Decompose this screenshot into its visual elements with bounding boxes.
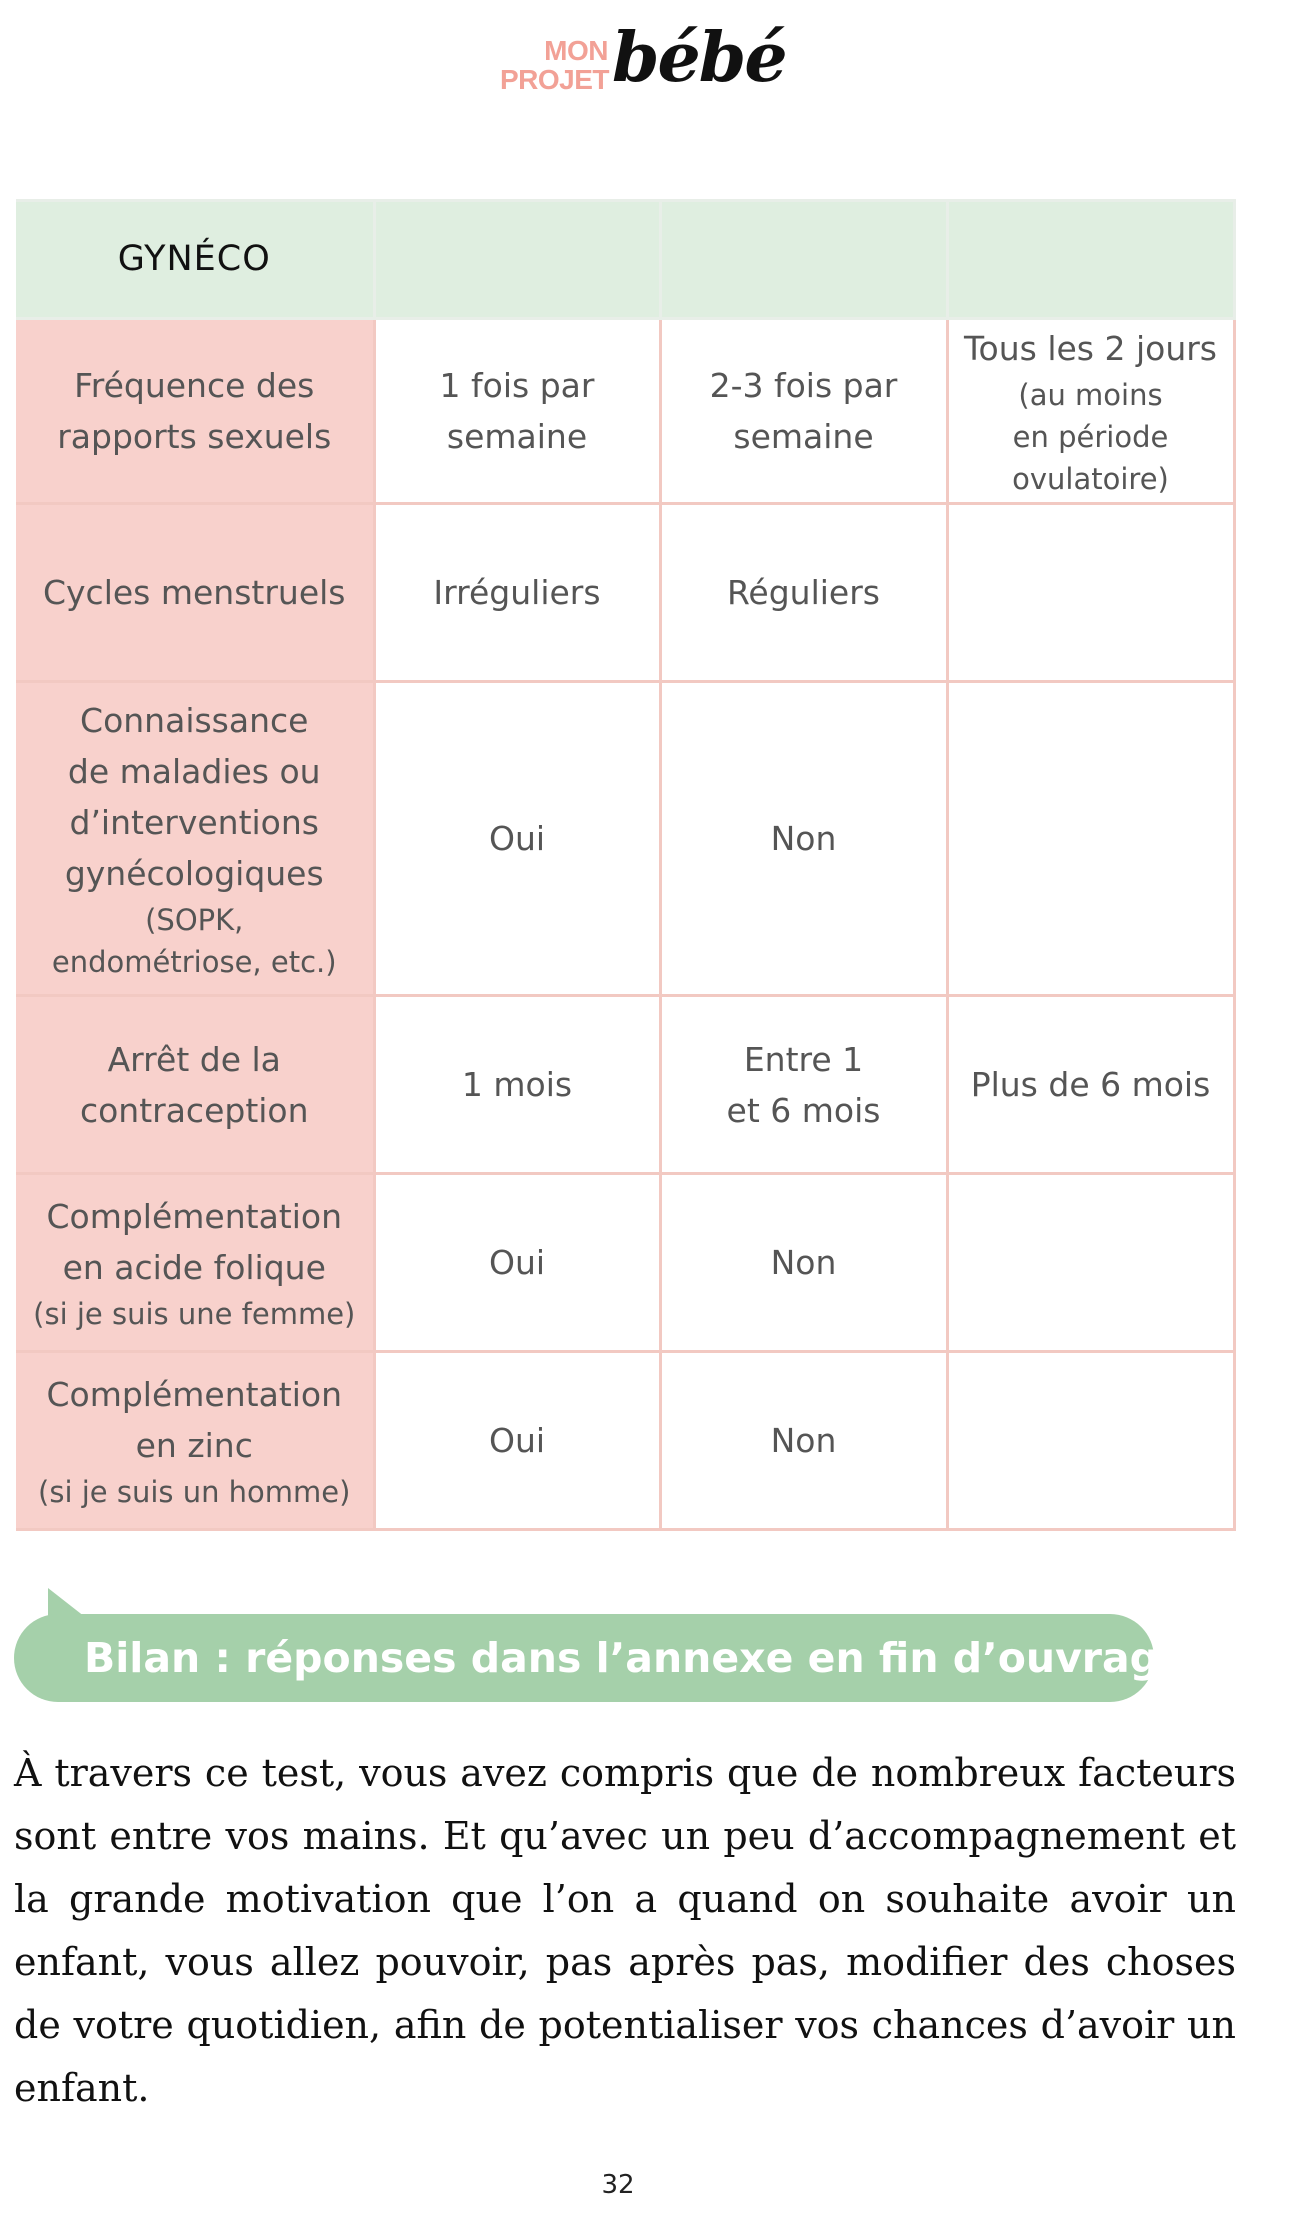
cell-line: Irréguliers (433, 573, 601, 612)
table-cell (374, 682, 660, 996)
cell-line: Cycles menstruels (42, 573, 346, 612)
row-label-cell (16, 996, 374, 1174)
speech-bubble (14, 1614, 1187, 1702)
bubble-text: Bilan : réponses dans l’annexe en fin d’ouvrage (84, 1634, 1187, 1682)
cell-line: contraception (79, 1090, 309, 1130)
cell-note: (au moins (1018, 377, 1163, 412)
table-header-cell (947, 201, 1234, 319)
cell-line: gynécologiques (64, 853, 324, 893)
row-label-cell (16, 1352, 374, 1530)
cell-line: Oui (488, 819, 546, 858)
cell-line: Plus de 6 mois (970, 1065, 1211, 1104)
logo-bebe: bébé (612, 18, 786, 98)
table-cell (947, 319, 1234, 504)
table-cell (374, 1352, 660, 1530)
table-cell (947, 996, 1234, 1174)
cell-line: semaine (733, 417, 874, 456)
table-header-cell (660, 201, 947, 319)
row-label-cell (16, 682, 374, 996)
table-cell (374, 504, 660, 682)
gyneco-table (16, 199, 1236, 1531)
cell-line: 2-3 fois par (709, 366, 898, 405)
cell-line: Non (770, 819, 837, 858)
logo-projet: PROJET (500, 64, 610, 95)
table-header-cell (374, 201, 660, 319)
table-row (16, 996, 1234, 1174)
cell-note: (si je suis une femme) (33, 1296, 356, 1331)
cell-line: Oui (488, 1243, 546, 1282)
cell-line: Complémentation (46, 1374, 343, 1414)
row-label-cell (16, 504, 374, 682)
table-row (16, 682, 1234, 996)
table-cell (660, 682, 947, 996)
cell-line: en zinc (135, 1425, 253, 1465)
table-cell (660, 1174, 947, 1352)
cell-line: Fréquence des (74, 366, 315, 405)
table-cell (947, 504, 1234, 682)
table-row (16, 504, 1234, 682)
table-row (16, 1352, 1234, 1530)
cell-line: rapports sexuels (57, 417, 332, 456)
cell-line: Non (770, 1243, 837, 1282)
page-number: 32 (601, 2170, 635, 2200)
cell-line: 1 fois par (439, 366, 595, 405)
cell-note: (si je suis un homme) (38, 1474, 351, 1509)
cell-line: 1 mois (461, 1065, 573, 1104)
table-cell (660, 996, 947, 1174)
table-cell (374, 319, 660, 504)
table-cell (660, 1352, 947, 1530)
table-cell (374, 1174, 660, 1352)
table-row (16, 319, 1234, 504)
table-cell (947, 1352, 1234, 1530)
cell-note: ovulatoire) (1012, 461, 1169, 496)
row-label-cell (16, 319, 374, 504)
cell-line: semaine (446, 417, 588, 456)
table-cell (947, 1174, 1234, 1352)
cell-note: endométriose, etc.) (51, 944, 337, 979)
table-cell (660, 319, 947, 504)
cell-line: en acide folique (62, 1247, 326, 1287)
logo-mon: MON (544, 35, 608, 66)
table-cell (660, 504, 947, 682)
cell-line: Connaissance (80, 700, 309, 740)
table-header-cell: GYNÉCO (16, 201, 374, 319)
body-paragraph: À travers ce test, vous avez compris que de nombreux facteurs sont entre vos mains. Et qu’avec un peu d’accompagnement et la grande motivation que l’on a quand on souhaite avoir un enfant, vous allez pouvoir, pas après pas, modifier des choses de votre quotidien, afin de potentialiser vos chances d’avoir un enfant. (14, 1751, 1236, 2110)
cell-line: Non (770, 1421, 837, 1460)
table-cell (947, 682, 1234, 996)
cell-line: Oui (488, 1421, 546, 1460)
cell-line: de maladies ou (67, 751, 321, 791)
table-header-row (16, 201, 1234, 319)
logo (0, 18, 1294, 110)
cell-line: Arrêt de la (107, 1039, 281, 1079)
cell-line: Réguliers (726, 573, 880, 612)
cell-note: (SOPK, (145, 902, 244, 937)
table-cell (374, 996, 660, 1174)
cell-line: et 6 mois (726, 1090, 881, 1130)
cell-line: Tous les 2 jours (963, 328, 1217, 368)
cell-line: d’interventions (69, 802, 319, 842)
cell-note: en période (1012, 419, 1169, 454)
cell-line: Entre 1 (743, 1039, 864, 1079)
table-row (16, 1174, 1234, 1352)
row-label-cell (16, 1174, 374, 1352)
cell-line: Complémentation (46, 1196, 343, 1236)
